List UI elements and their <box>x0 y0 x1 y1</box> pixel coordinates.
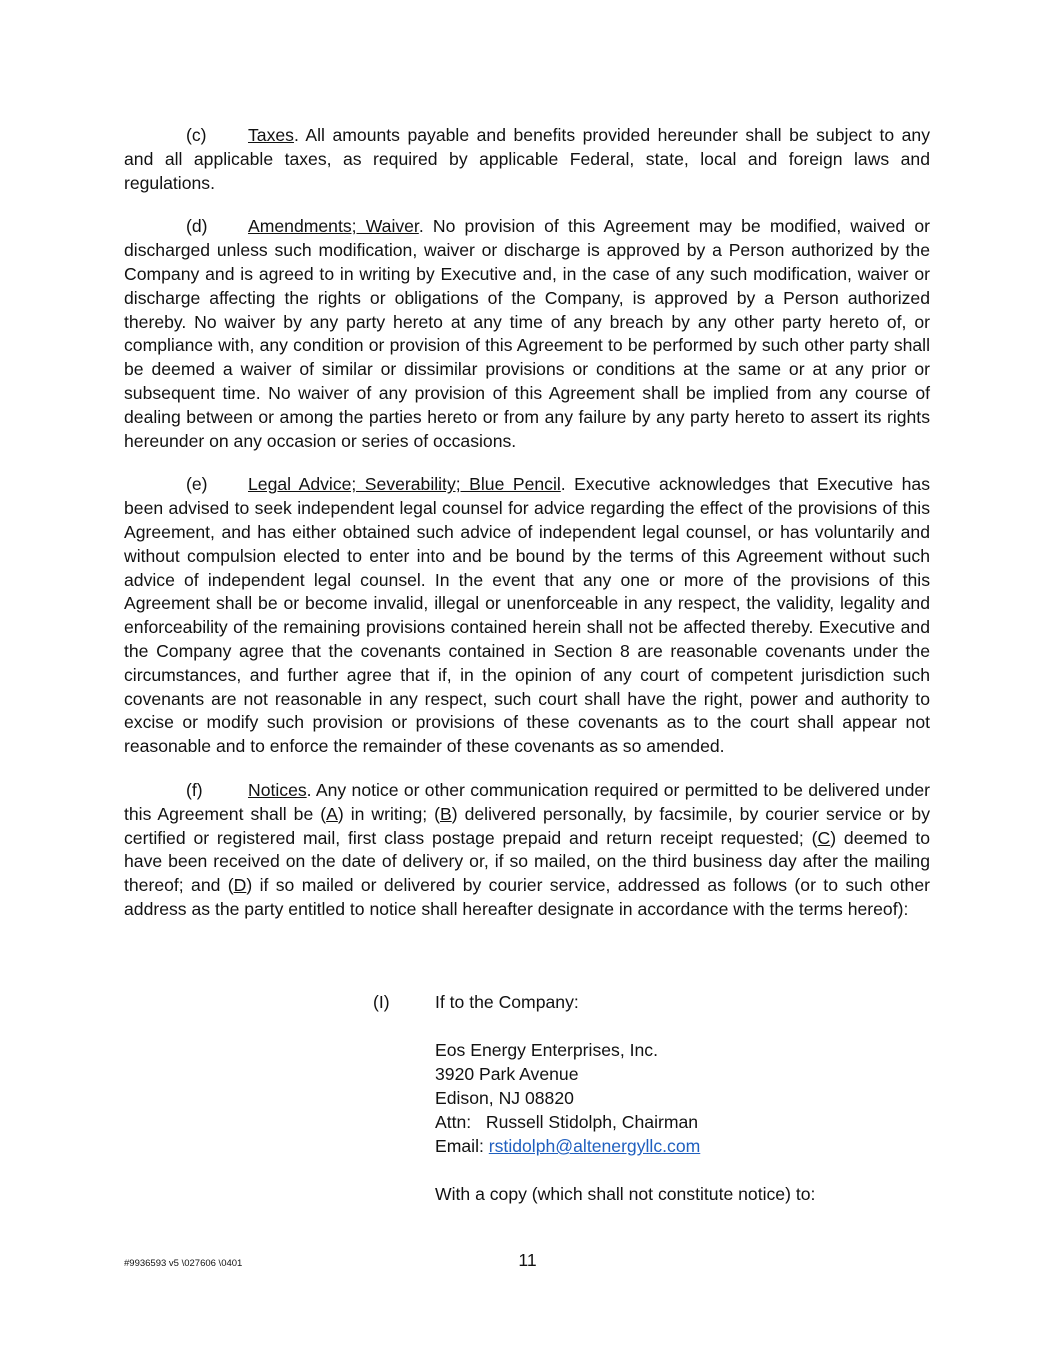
paragraph-taxes <box>124 124 930 195</box>
attn-label: Attn: <box>435 1112 472 1132</box>
address-intro: If to the Company: <box>435 992 579 1012</box>
email-link[interactable]: rstidolph@altenergyllc.com <box>488 1136 701 1156</box>
paragraph-number: (c) <box>186 125 207 145</box>
paragraph-number: (f) <box>186 779 203 800</box>
paragraph-text: ) if so mailed or delivered by courier service, addressed as follows (or to such other address as the party entitled to notice shall hereafter designate in accordance with the terms hereof): <box>124 875 930 919</box>
clause-letter: C <box>817 827 831 848</box>
address-details <box>435 990 930 1206</box>
street-address: 3920 Park Avenue <box>435 1064 579 1084</box>
paragraph-text: . Any notice or other communication required or permitted to be delivered under this Agreement shall be ( <box>124 779 930 824</box>
paragraph-number: (d) <box>186 216 208 237</box>
page-number: 11 <box>518 1250 537 1270</box>
paragraph-heading: Taxes <box>248 125 294 145</box>
paragraph-number: (e) <box>186 474 208 495</box>
paragraph-heading: Notices <box>248 779 307 800</box>
attention-line <box>435 1110 930 1134</box>
city-state-zip: Edison, NJ 08820 <box>435 1088 574 1108</box>
company-name: Eos Energy Enterprises, Inc. <box>435 1040 658 1060</box>
copy-note: With a copy (which shall not constitute notice) to: <box>435 1184 816 1204</box>
document-id: #9936593 v5 \027606 \0401 <box>124 1258 243 1269</box>
clause-letter: B <box>439 803 452 824</box>
document-body <box>124 124 930 942</box>
paragraph-amendments-waiver <box>124 215 930 453</box>
paragraph-text: . All amounts payable and benefits provided hereunder shall be subject to any and all applicable taxes, as required by applicable Federal, state, local and foreign laws and regulations. <box>124 125 930 193</box>
paragraph-notices <box>124 779 930 922</box>
paragraph-heading: Amendments; Waiver <box>248 216 419 237</box>
address-item-number: (I) <box>373 992 390 1012</box>
paragraph-text: . No provision of this Agreement may be modified, waived or discharged unless such modification, waiver or discharge is approved by a Person authorized by the Company and is agreed to in writing by Executive and, in the case of any such modification, waiver or discharge affecting the rights or obligations of the Company, is approved by a Person authorized thereby. No waiver by any party hereto at any time of any breach by any other party hereto of, or compliance with, any condition or provision of this Agreement to be performed by such other party shall be deemed a waiver of similar or dissimilar provisions or conditions at the same or at any prior or subsequent time. No waiver of any provision of this Agreement shall be implied from any course of dealing between or among the parties hereto or from any failure by any party hereto to assert its rights hereunder on any occasion or series of occasions. <box>124 216 930 451</box>
email-line <box>435 1134 930 1158</box>
paragraph-text: . Executive acknowledges that Executive has been advised to seek independent legal counsel for advice regarding the effect of the provisions of this Agreement, and has either obtained such advice of independent legal counsel, or has voluntarily and without compulsion elected to enter into and be bound by the terms of this Agreement without such advice of independent legal counsel. In the event that any one or more of the provisions of this Agreement shall be or become invalid, illegal or unenforceable in any respect, the validity, legality and enforceability of the remaining provisions contained herein shall not be affected thereby. Executive and the Company agree that the covenants contained in Section 8 are reasonable covenants under the circumstances, and further agree that if, in the opinion of any court of competent jurisdiction such covenants are not reasonable in any respect, such court shall have the right, power and authority to excise or modify such provision or provisions of these covenants as to the court shall appear not reasonable and to enforce the remainder of these covenants as so amended. <box>124 474 930 757</box>
clause-letter: D <box>233 875 247 896</box>
paragraph-text: ) deemed to have been received on the date of delivery or, if so mailed, on the third business day after the mailing thereof; and ( <box>124 827 930 896</box>
paragraph-text: ) delivered personally, by facsimile, by courier service or by certified or registered mail, first class postage prepaid and return receipt requested; ( <box>124 803 930 848</box>
paragraph-text: ) in writing; ( <box>337 803 440 824</box>
clause-letter: A <box>326 803 338 824</box>
attn-name: Russell Stidolph, Chairman <box>485 1112 699 1132</box>
paragraph-heading: Legal Advice; Severability; Blue Pencil <box>248 474 561 495</box>
email-label: Email: <box>435 1136 484 1156</box>
paragraph-legal-advice <box>124 473 930 759</box>
